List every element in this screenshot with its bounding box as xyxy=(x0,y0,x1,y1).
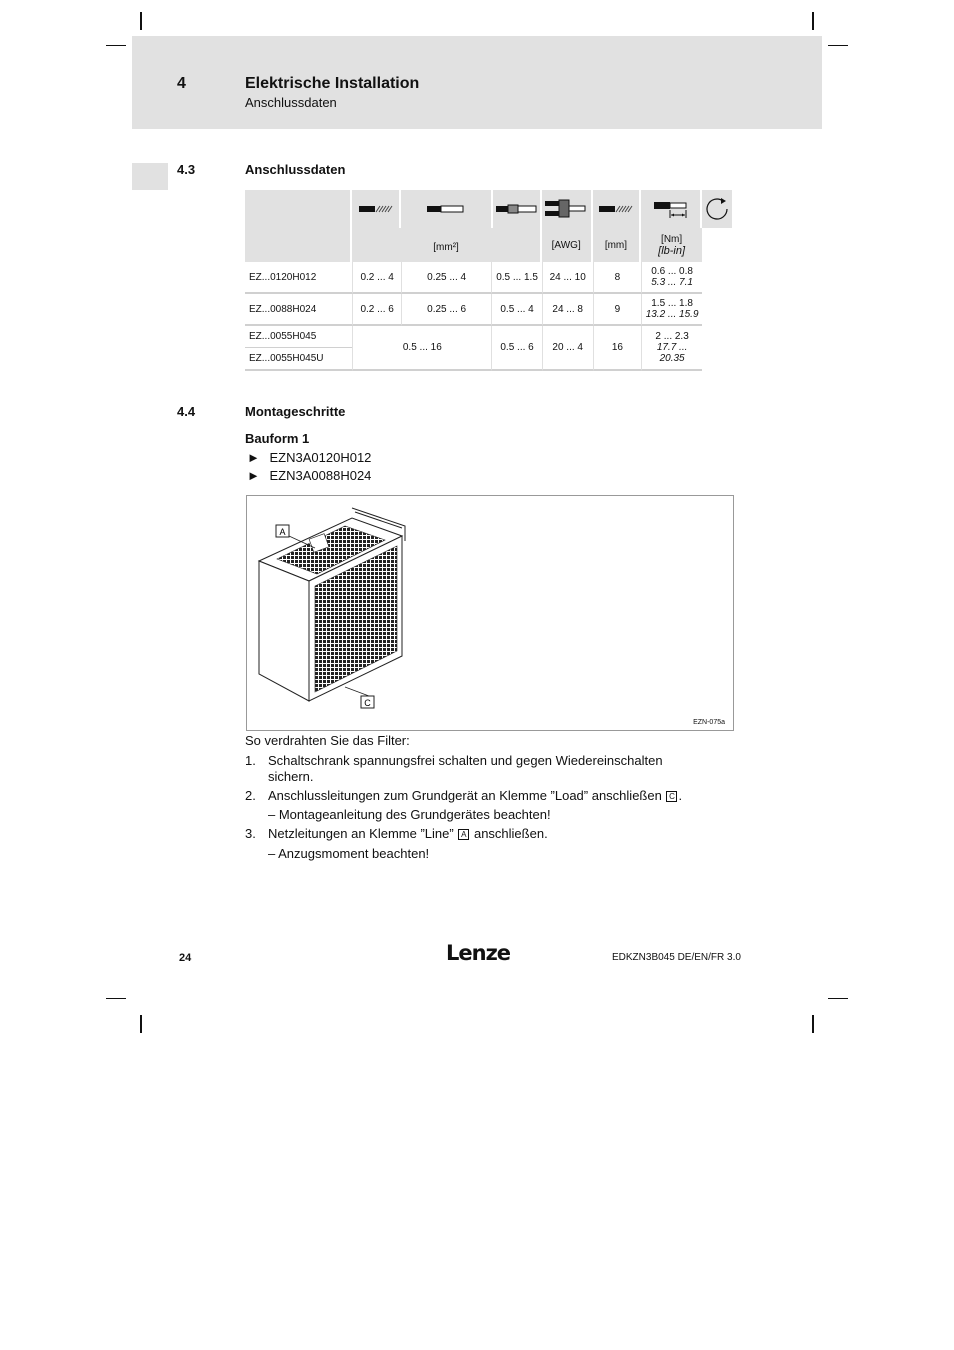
subheading: Bauform 1 xyxy=(245,431,310,446)
section-number: 4.3 xyxy=(177,162,196,177)
instructions-intro: So verdrahten Sie das Filter: xyxy=(245,733,410,748)
chapter-header-band xyxy=(132,36,822,129)
torque-lbin: 20.35 xyxy=(659,353,685,364)
section-title: Anschlussdaten xyxy=(245,162,346,177)
unit-mm: [mm] xyxy=(593,228,642,262)
torque-nm: 2 ... 2.3 xyxy=(655,331,689,342)
value-cell: 9 xyxy=(593,294,642,326)
crop-mark xyxy=(140,1015,142,1033)
torque-cell xyxy=(641,262,702,294)
chapter-subtitle: Anschlussdaten xyxy=(245,95,337,110)
callout-c: C xyxy=(364,698,371,708)
torque-nm: 0.6 ... 0.8 xyxy=(651,266,693,277)
value-cell: 0.5 ... 16 xyxy=(352,326,491,371)
wire-end-sleeve-icon xyxy=(401,190,491,228)
type-cell: EZ...0120H012 xyxy=(245,262,352,294)
torque-cell xyxy=(641,294,702,326)
value-cell: 0.25 ... 6 xyxy=(401,294,491,326)
step-line: anschließen. xyxy=(473,826,548,841)
value-cell: 0.2 ... 4 xyxy=(352,262,401,294)
step-text xyxy=(268,826,728,842)
wire-end-sleeve-collar-icon xyxy=(491,190,541,228)
list-item-text: EZN3A0088H024 xyxy=(269,468,372,483)
unit-mm2: [mm²] xyxy=(352,228,541,262)
crop-mark xyxy=(828,998,848,999)
chapter-number: 4 xyxy=(177,75,186,92)
document-id: EDKZN3B045 DE/EN/FR 3.0 xyxy=(612,952,741,963)
list-item xyxy=(247,468,371,483)
unit-torque xyxy=(641,228,702,262)
step-line: Anschlussleitungen zum Grundgerät an Klemme ”Load” anschließen xyxy=(268,788,662,803)
strip-length-icon xyxy=(641,190,702,228)
step-subnote: – Montageanleitung des Grundgerätes beachten! xyxy=(268,807,551,822)
step-number: 1. xyxy=(245,753,256,768)
step-punct: . xyxy=(678,788,683,803)
torque-nm: 1.5 ... 1.8 xyxy=(651,298,693,309)
callout-a: A xyxy=(279,527,286,537)
value-cell: 0.5 ... 1.5 xyxy=(491,262,541,294)
unit-awg: [AWG] xyxy=(542,228,593,262)
crop-mark xyxy=(140,12,142,30)
step-line: sichern. xyxy=(268,769,314,784)
step-subnote: – Anzugsmoment beachten! xyxy=(268,846,430,861)
crop-mark xyxy=(828,45,848,46)
unit-nm: [Nm] xyxy=(661,233,683,245)
torque-cell xyxy=(641,326,702,371)
value-cell: 16 xyxy=(593,326,642,371)
step-number: 2. xyxy=(245,788,256,803)
figure-filter-drawing xyxy=(246,495,734,731)
wire-awg-icon xyxy=(593,190,642,228)
type-cell: EZ...0055H045U xyxy=(245,348,352,371)
value-cell: 24 ... 10 xyxy=(542,262,593,294)
twin-end-sleeve-icon xyxy=(542,190,593,228)
list-item-text: EZN3A0120H012 xyxy=(269,450,372,465)
value-cell: 0.5 ... 6 xyxy=(491,326,541,371)
value-cell: 8 xyxy=(593,262,642,294)
step-number: 3. xyxy=(245,826,256,841)
filter-illustration xyxy=(247,496,733,730)
crop-mark xyxy=(106,998,126,999)
type-cell: EZ...0055H045 xyxy=(245,326,352,348)
torque-lbin: 5.3 ... 7.1 xyxy=(651,277,693,288)
step-line: Netzleitungen an Klemme ”Line” xyxy=(268,826,454,841)
value-cell: 24 ... 8 xyxy=(542,294,593,326)
crop-mark xyxy=(812,12,814,30)
value-cell: 0.5 ... 4 xyxy=(491,294,541,326)
table-header-empty xyxy=(245,190,352,262)
table-row xyxy=(245,326,732,348)
side-tab-marker xyxy=(132,163,168,190)
torque-lbin: 17.7 ... xyxy=(656,342,688,353)
table-row xyxy=(245,262,732,294)
step-text xyxy=(268,753,728,785)
section-title: Montageschritte xyxy=(245,404,346,419)
value-cell: 0.25 ... 4 xyxy=(401,262,491,294)
step-text xyxy=(268,788,728,804)
page-number: 24 xyxy=(179,952,192,964)
callout-ref-a: A xyxy=(458,829,469,840)
wire-stranded-icon xyxy=(352,190,401,228)
table-row xyxy=(245,294,732,326)
section-number: 4.4 xyxy=(177,404,196,419)
chapter-title: Elektrische Installation xyxy=(245,75,420,92)
callout-ref-c: C xyxy=(666,791,677,802)
lenze-logo: Lenze xyxy=(446,941,511,965)
value-cell: 0.2 ... 6 xyxy=(352,294,401,326)
connection-data-table xyxy=(245,190,732,371)
list-item xyxy=(247,450,371,465)
torque-lbin: 13.2 ... 15.9 xyxy=(645,309,699,320)
tightening-torque-icon xyxy=(702,190,732,228)
crop-mark xyxy=(106,45,126,46)
unit-lbin: [lb-in] xyxy=(658,244,686,257)
crop-mark xyxy=(812,1015,814,1033)
bullet-marker: ► xyxy=(247,468,260,483)
figure-code: EZN-075a xyxy=(693,719,725,726)
type-cell: EZ...0088H024 xyxy=(245,294,352,326)
bullet-marker: ► xyxy=(247,450,260,465)
step-line: Schaltschrank spannungsfrei schalten und gegen Wiedereinschalten xyxy=(268,753,663,768)
value-cell: 20 ... 4 xyxy=(542,326,593,371)
